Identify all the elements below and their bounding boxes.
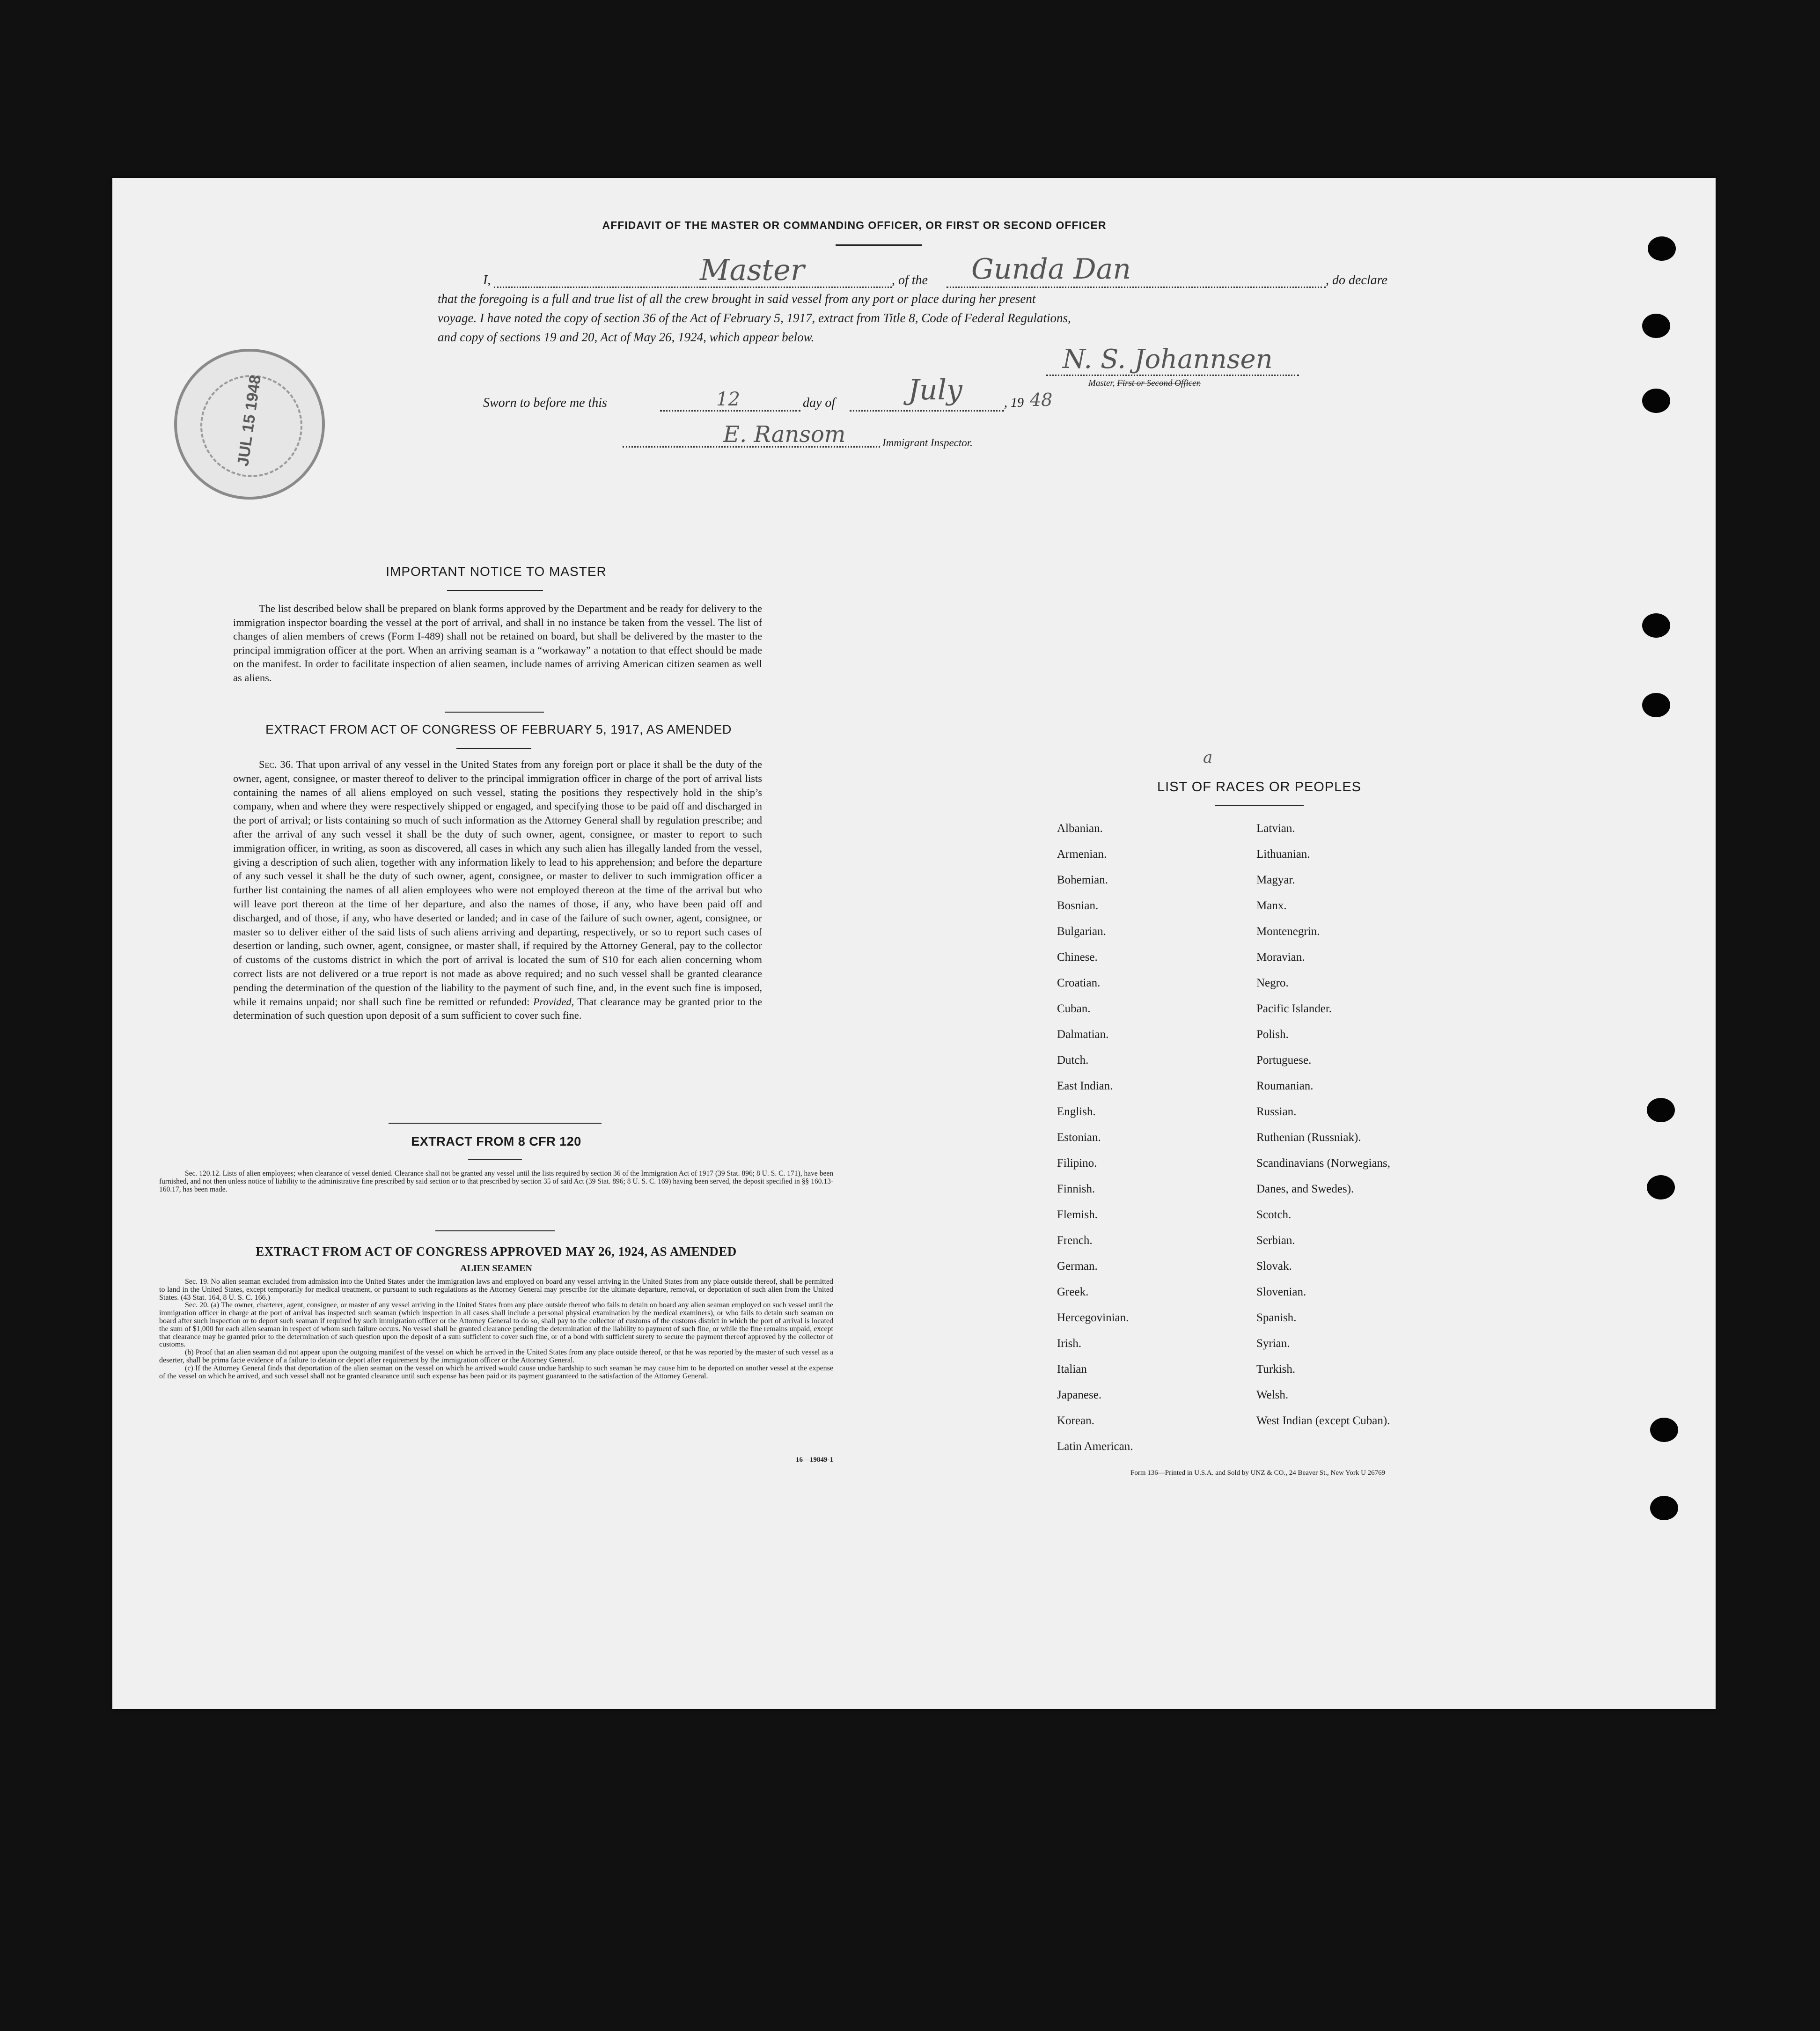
year-prefix: , 19: [1004, 396, 1024, 410]
race-item: East Indian.: [1057, 1080, 1113, 1092]
races-column-1: [1057, 816, 1133, 1459]
sec19-text: Sec. 19. No alien seaman excluded from admission into the United States under the immigration laws and employed on board any vessel arriving in the United States from any place outside thereof, shall be permitted to land in the United States, except temporarily for medical treatment, or pursuant to such regulations as the Attorney General may prescribe for the ultimate departure, removal, or deportation of such alien from the United States. (43 Stat. 164, 8 U. S. C. 166.): [159, 1278, 833, 1302]
races-mark: a: [1203, 748, 1213, 767]
race-item: Filipino.: [1057, 1157, 1097, 1170]
race-item: Korean.: [1057, 1414, 1094, 1427]
master-caption-a: Master,: [1088, 378, 1115, 388]
race-item: Montenegrin.: [1256, 925, 1320, 938]
extract-cfr-body: Sec. 120.12. Lists of alien employees; when clearance of vessel denied. Clearance shall not be granted any vessel until the lists required by section 36 of the Immigration Act of 1917 (39 Stat. 896; 8 U. S. C. 171), have been furnished, and not then unless notice of liability to the administrative fine prescribed by said section or to that prescribed by section 35 of said Act (39 Stat. 896; 8 U. S. C. 169) having been served, the deposit specified in §§ 160.13-160.17, has been made.: [159, 1170, 833, 1193]
race-item: Greek.: [1057, 1286, 1089, 1298]
race-item: Croatian.: [1057, 977, 1101, 989]
stamp-date: JUL 15 1948: [234, 374, 264, 468]
race-item: Danes, and Swedes).: [1256, 1183, 1354, 1195]
i-line: [494, 287, 892, 288]
race-item: Turkish.: [1256, 1363, 1296, 1376]
sec36-label: Sec. 36.: [259, 758, 294, 770]
race-item: Dutch.: [1057, 1054, 1089, 1067]
races-title: LIST OF RACES OR PEOPLES: [1157, 780, 1362, 795]
sworn-month: July: [908, 374, 962, 406]
punch-hole: [1642, 389, 1670, 413]
sworn-label: Sworn to before me this: [483, 396, 607, 410]
race-item: Serbian.: [1256, 1234, 1295, 1247]
race-item: Welsh.: [1256, 1389, 1289, 1401]
race-item: Pacific Islander.: [1256, 1002, 1332, 1015]
race-item: Estonian.: [1057, 1131, 1101, 1144]
provided-body: That clearance may be granted prior to the determination of such question upon deposit of a sum sufficient to cover such fine.: [233, 995, 763, 1022]
extract-1917-title: EXTRACT FROM ACT OF CONGRESS OF FEBRUARY 5, 1917, AS AMENDED: [265, 722, 732, 736]
sworn-day-line: [660, 410, 800, 412]
i-value: Master: [700, 253, 805, 287]
do-declare-label: , do declare: [1326, 273, 1387, 287]
race-item: Lithuanian.: [1256, 848, 1310, 861]
extract-cfr-bottom-rule: [435, 1230, 555, 1231]
race-item: Roumanian.: [1256, 1080, 1314, 1092]
sworn-month-line: [850, 410, 1004, 412]
punch-hole: [1650, 1496, 1678, 1520]
sworn-day: 12: [716, 389, 740, 410]
race-item: Scandinavians (Norwegians,: [1256, 1157, 1391, 1170]
race-item: Bulgarian.: [1057, 925, 1106, 938]
extract-cfr-title: EXTRACT FROM 8 CFR 120: [411, 1134, 581, 1148]
day-of-label: day of: [803, 396, 836, 410]
race-item: English.: [1057, 1105, 1096, 1118]
master-signature-line: [1046, 375, 1299, 376]
extract-1924-code: 16—19849-1: [796, 1456, 833, 1464]
race-item: Albanian.: [1057, 822, 1103, 835]
race-item: Ruthenian (Russniak).: [1256, 1131, 1361, 1144]
sec36-body: That upon arrival of any vessel in the United States from any foreign port or place it shall be the duty of the owner, agent, consignee, or master thereof to deliver to the principal immigration officer in charge of the port of arrival lists containing the names of all aliens employed on such vessel, stating the positions they respectively hold in the ship’s company, when and where they were respectively shipped or engaged, and specifying those to be paid off and discharged in the port of arrival; or lists containing so much of such information as the Attorney General shall by regulation prescribe; and after the arrival of any such vessel it shall be the duty of such owner, agent, consignee, or master to report to such immigration officer, in writing, as soon as discovered, all cases in which any such alien has illegally landed from the vessel, giving a description of such alien, together with any information likely to lead to his apprehension; and before the departure of any such vessel it shall be the duty of such owner, agent, consignee, or master to deliver to such immigration officer a further list containing the names of all alien employees who were not employed thereon at the time of the arrival but who will leave port thereon at the time of her departure, and also the names of those, if any, who have been paid off and discharged, and of those, if any, who have deserted or landed; and in case of the failure of such owner, agent, consignee, or master so to deliver either of the said lists of such aliens arriving and departing, respectively, or so to report such cases of desertion or landing, such owner, agent, consignee, or master shall, if required by the Attorney General, pay to the collector of customs of the customs district in which the port of arrival is located the sum of $10 for each alien concerning whom correct lists are not delivered or a true report is not made as above required; and no such vessel shall be granted clearance pending the determination of the question of the liability to the payment of such fine, and, in the event such fine is imposed, while it remains unpaid; nor shall such fine be remitted or refunded:: [233, 758, 763, 1008]
extract-1924-subtitle: ALIEN SEAMEN: [460, 1263, 532, 1273]
race-item: Portuguese.: [1256, 1054, 1312, 1067]
punch-hole: [1648, 236, 1676, 261]
notice-title: IMPORTANT NOTICE TO MASTER: [386, 564, 607, 579]
race-item: Slovak.: [1256, 1260, 1292, 1273]
sworn-year: 48: [1030, 390, 1053, 410]
race-item: Latvian.: [1256, 822, 1295, 835]
races-title-rule: [1215, 805, 1304, 806]
race-item: Latin American.: [1057, 1440, 1133, 1453]
race-item: Chinese.: [1057, 951, 1098, 964]
extract-1917-top-rule: [445, 712, 544, 713]
punch-hole: [1647, 1098, 1675, 1122]
notice-body: The list described below shall be prepared on blank forms approved by the Department and be ready for delivery to the immigration inspector boarding the vessel at the port of arrival, and shall in no instance be taken from the vessel. The list of changes of alien members of crews (Form I-489) shall not be retained on board, but shall be delivered by the master to the principal immigration officer at the port. When an arriving seaman is a “workaway” a notation to that effect should be made on the manifest. In order to facilitate inspection of alien seamen, include names of arriving American citizen seamen as well as aliens.: [233, 603, 762, 684]
race-item: Italian: [1057, 1363, 1087, 1376]
extract-1924-title: EXTRACT FROM ACT OF CONGRESS APPROVED MAY 26, 1924, AS AMENDED: [256, 1244, 737, 1258]
extract-1924-body: [159, 1278, 833, 1380]
race-item: German.: [1057, 1260, 1098, 1273]
race-item: Bosnian.: [1057, 899, 1099, 912]
race-item: Bohemian.: [1057, 874, 1108, 886]
inspector-signature: E. Ransom: [723, 421, 846, 448]
sec20a-text: Sec. 20. (a) The owner, charterer, agent, consignee, or master of any vessel arriving in the United States from any place outside thereof who fails to detain on board any alien seaman employed on such vessel until the immigration officer in charge at the port of arrival has inspected such seaman (which inspection in all cases shall include a personal physical examination by the medical examiners), or who fails to detain such seaman on board after such inspection or to deport such seaman if required by such immigration officer or the Attorney General to do so, shall pay to the collector of customs of the customs district in which the port of arrival is located the sum of $1,000 for each alien seaman in respect of whom such failure occurs. No vessel shall be granted clearance pending the determination of the liability to payment of such fine, or while the fine remains unpaid, except that clearance may be granted prior to the determination of such question upon the deposit of a sum sufficient to cover such fine, or of a bond with sufficient surety to secure the payment thereof approved by the collector of customs.: [159, 1301, 833, 1349]
race-item: Polish.: [1256, 1028, 1289, 1041]
punch-hole: [1650, 1418, 1678, 1442]
race-item: Manx.: [1256, 899, 1287, 912]
immigration-stamp: [174, 349, 325, 500]
vessel-value: Gunda Dan: [971, 253, 1131, 286]
race-item: Syrian.: [1256, 1337, 1290, 1350]
race-item: Flemish.: [1057, 1208, 1098, 1221]
race-item: Negro.: [1256, 977, 1289, 989]
i-label: I,: [483, 273, 491, 287]
affidavit-title-rule: [836, 244, 922, 246]
affidavit-body-line1: that the foregoing is a full and true list of all the crew brought in said vessel from any port or place during her present: [438, 292, 1036, 306]
of-the-label: , of the: [892, 273, 928, 287]
document-sheet: [112, 178, 1716, 1709]
race-item: Hercegovinian.: [1057, 1311, 1129, 1324]
race-item: Japanese.: [1057, 1389, 1102, 1401]
notice-title-rule: [447, 590, 543, 591]
punch-hole: [1642, 693, 1670, 717]
master-signature: N. S. Johannsen: [1063, 344, 1273, 375]
form-footer: Form 136—Printed in U.S.A. and Sold by UNZ & CO., 24 Beaver St., New York U 26769: [1130, 1469, 1386, 1477]
race-item: Irish.: [1057, 1337, 1082, 1350]
extract-cfr-title-rule: [468, 1159, 522, 1160]
extract-1917-title-rule: [456, 748, 531, 749]
extract-1917-body: [233, 758, 762, 1023]
race-item: Magyar.: [1256, 874, 1295, 886]
extract-1917-bottom-rule: [389, 1123, 602, 1124]
race-item: Dalmatian.: [1057, 1028, 1109, 1041]
race-item: West Indian (except Cuban).: [1256, 1414, 1390, 1427]
race-item: Armenian.: [1057, 848, 1107, 861]
provided-label: Provided,: [533, 995, 574, 1008]
sec20b-text: (b) Proof that an alien seaman did not appear upon the outgoing manifest of the vessel on which he arrived in the United States from any place outside thereof, or that he was reported by the master of such vessel as a deserter, shall be prima facie evidence of a failure to detain or deport after requirement by the immigration officer or the Attorney General.: [159, 1348, 833, 1364]
punch-hole: [1642, 613, 1670, 638]
race-item: Scotch.: [1256, 1208, 1292, 1221]
race-item: Slovenian.: [1256, 1286, 1306, 1298]
race-item: Finnish.: [1057, 1183, 1095, 1195]
affidavit-body-line2: voyage. I have noted the copy of section 36 of the Act of February 5, 1917, extract from Title 8, Code of Federal Regulations,: [438, 311, 1071, 325]
race-item: Russian.: [1256, 1105, 1297, 1118]
affidavit-title: AFFIDAVIT OF THE MASTER OR COMMANDING OFFICER, OR FIRST OR SECOND OFFICER: [602, 219, 1107, 231]
sec20c-text: (c) If the Attorney General finds that deportation of the alien seaman on the vessel on which he arrived would cause undue hardship to such seaman he may cause him to be deported on another vessel at the expense of the vessel on which he arrived, and such vessel shall not be granted clearance until such expense has been paid or its payment guaranteed to the satisfaction of the Attorney General.: [159, 1364, 833, 1380]
race-item: Spanish.: [1256, 1311, 1297, 1324]
race-item: Moravian.: [1256, 951, 1305, 964]
inspector-caption: Immigrant Inspector.: [882, 437, 973, 449]
race-item: French.: [1057, 1234, 1093, 1247]
punch-hole: [1647, 1175, 1675, 1199]
master-caption-b: First or Second Officer.: [1117, 378, 1201, 388]
punch-hole: [1642, 314, 1670, 338]
race-item: Cuban.: [1057, 1002, 1091, 1015]
affidavit-body-line3: and copy of sections 19 and 20, Act of May 26, 1924, which appear below.: [438, 330, 815, 344]
vessel-line: [947, 287, 1326, 288]
master-caption: [1088, 378, 1201, 389]
races-column-2: [1256, 816, 1390, 1434]
